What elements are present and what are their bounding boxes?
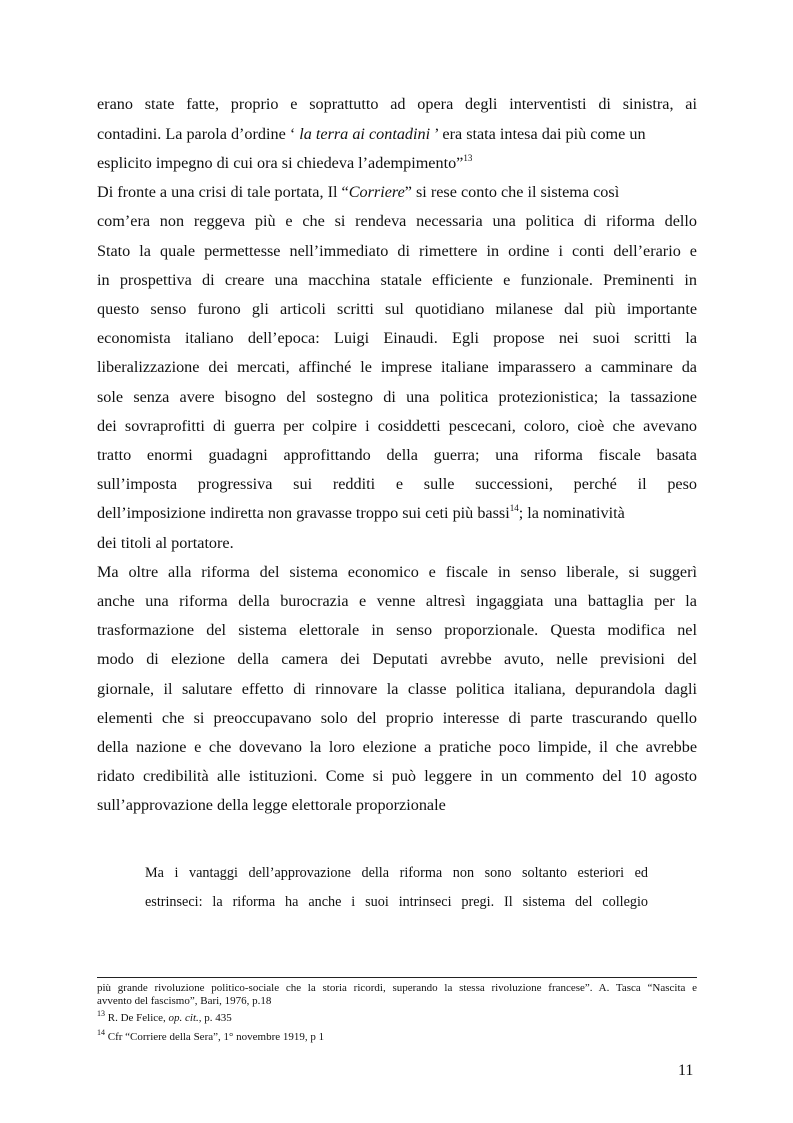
body-line: Stato la quale permettesse nell’immediato di rimettere in ordine i conti dell’erario e xyxy=(97,242,697,260)
text-span: esplicito impegno di cui ora si chiedeva l’adempimento” xyxy=(97,154,464,172)
body-line: Ma oltre alla riforma del sistema economico e fiscale in senso liberale, si suggerì xyxy=(97,563,697,581)
text-span: p. 435 xyxy=(201,1012,232,1024)
italic-quote: la terra ai contadini xyxy=(299,125,431,143)
text-span: dell’imposizione indiretta non gravasse troppo sui ceti più bassi xyxy=(97,504,510,522)
body-line: sole senza avere bisogno del sostegno di una politica protezionistica; la tassazione xyxy=(97,388,697,406)
body-line: giornale, il salutare effetto di rinnovare la classe politica italiana, depurandola dagli xyxy=(97,680,697,698)
text-span: contadini. La parola d’ordine ‘ xyxy=(97,125,300,143)
footnote-line: più grande rivoluzione politico-sociale che la storia ricordi, superando la stessa rivoluzione francese”. A. Tasca “Nascita e xyxy=(97,982,697,994)
footnote-13 xyxy=(97,1009,697,1025)
body-line: ridato credibilità alle istituzioni. Come si può leggere in un commento del 10 agosto xyxy=(97,767,697,785)
body-line xyxy=(97,153,697,173)
body-line xyxy=(97,124,697,144)
body-line: economista italiano dell’epoca: Luigi Einaudi. Egli propose nei suoi scritti la xyxy=(97,329,697,347)
body-line: erano state fatte, proprio e soprattutto ad opera degli interventisti di sinistra, ai xyxy=(97,95,697,113)
body-line: sull’imposta progressiva sui redditi e sulle successioni, perché il peso xyxy=(97,475,697,493)
text-span: ; la nominatività xyxy=(518,504,625,522)
italic-newspaper-name: Corriere xyxy=(348,183,405,201)
text-span: Di fronte a una crisi di tale portata, Il “ xyxy=(97,183,349,201)
body-line: tratto enormi guadagni approfittando della guerra; una riforma fiscale basata xyxy=(97,446,697,464)
footnote-ref: 14 xyxy=(509,503,519,513)
body-line xyxy=(97,503,697,523)
body-line xyxy=(97,182,697,202)
body-line: anche una riforma della burocrazia e venne altresì ingaggiata una battaglia per la xyxy=(97,592,697,610)
body-line: sull’approvazione della legge elettorale proporzionale xyxy=(97,796,446,814)
body-line: elementi che si preoccupavano solo del proprio interesse di parte trascurando quello xyxy=(97,709,697,727)
footnote-line: avvento del fascismo”, Bari, 1976, p.18 xyxy=(97,995,272,1007)
block-quote-line: Ma i vantaggi dell’approvazione della riforma non sono soltanto esteriori ed xyxy=(145,865,648,881)
body-line: dei sovraprofitti di guerra per colpire i cosiddetti pescecani, coloro, cioè che avevano xyxy=(97,417,697,435)
body-line: questo senso furono gli articoli scritti sul quotidiano milanese dal più importante xyxy=(97,300,697,318)
block-quote-line: estrinseci: la riforma ha anche i suoi intrinseci pregi. Il sistema del collegio xyxy=(145,894,648,910)
text-span: Cfr “Corriere della Sera”, 1° novembre 1919, p 1 xyxy=(107,1031,325,1043)
text-span: ” si rese conto che il sistema così xyxy=(404,183,620,201)
body-line: dei titoli al portatore. xyxy=(97,534,234,552)
body-line: liberalizzazione dei mercati, affinché le imprese italiane imparassero a camminare da xyxy=(97,358,697,376)
body-line: modo di elezione della camera dei Deputati avrebbe avuto, nelle previsioni del xyxy=(97,650,697,668)
page-number: 11 xyxy=(678,1062,694,1079)
text-span: ’ era stata intesa dai più come un xyxy=(430,125,646,143)
footnote-ref: 13 xyxy=(463,153,473,163)
footnote-number: 14 xyxy=(97,1028,105,1037)
body-line: com’era non reggeva più e che si rendeva necessaria una politica di riforma dello xyxy=(97,212,697,230)
body-line: trasformazione del sistema elettorale in senso proporzionale. Questa modifica nel xyxy=(97,621,697,639)
body-line: in prospettiva di creare una macchina statale efficiente e funzionale. Preminenti in xyxy=(97,271,697,289)
footnote-14 xyxy=(97,1028,697,1044)
text-span: R. De Felice, xyxy=(107,1012,169,1024)
footnote-separator xyxy=(97,977,697,978)
footnote-number: 13 xyxy=(97,1009,105,1018)
body-line: della nazione e che dovevano la loro elezione a pratiche poco limpide, il che avrebbe xyxy=(97,738,697,756)
italic-citation: op. cit., xyxy=(168,1012,202,1024)
